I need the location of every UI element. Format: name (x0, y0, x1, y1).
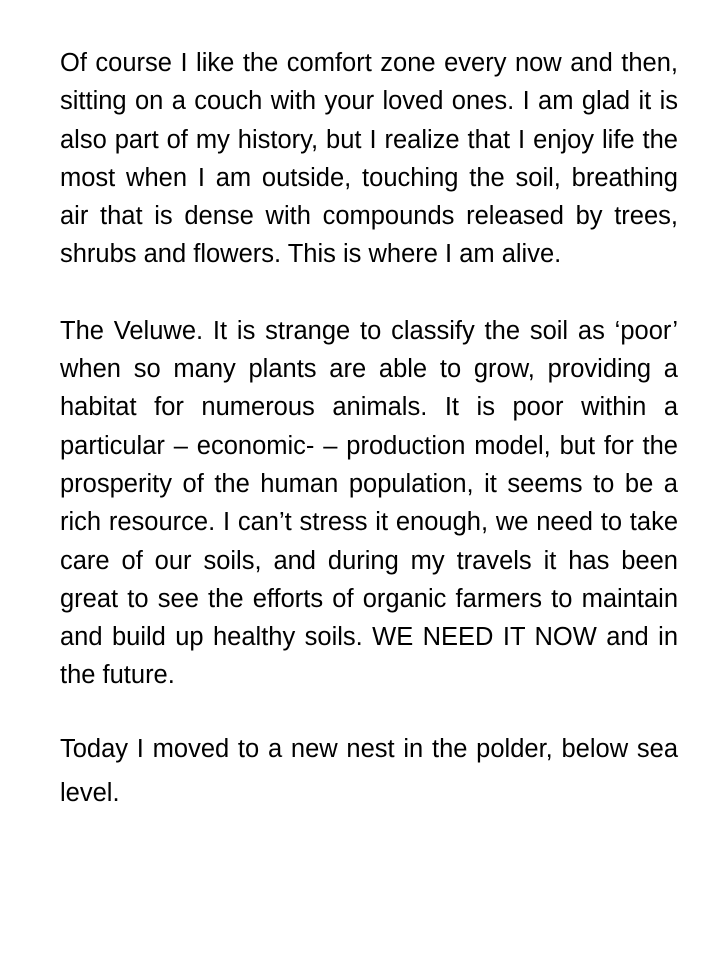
document-page (60, 44, 678, 815)
paragraph-veluwe: The Veluwe. It is strange to classify the soil as ‘poor’ when so many plants are able to grow, providing a habitat for numerous animals. It is poor within a particular – economic- – production model, but for the prosperity of the human population, it seems to be a rich resource. I can’t stress it enough, we need to take care of our soils, and during my travels it has been great to see the efforts of organic farmers to maintain and build up healthy soils. WE NEED IT NOW and in the future. (60, 316, 678, 690)
paragraph-comfort-zone: Of course I like the comfort zone every now and then, sitting on a couch with your loved ones. I am glad it is also part of my history, but I realize that I enjoy life the most when I am outside, touching the soil, breathing air that is dense with compounds released by trees, shrubs and flowers. This is where I am alive. (60, 49, 678, 269)
paragraph-polder: Today I moved to a new nest in the polder, below sea level. (60, 734, 678, 807)
